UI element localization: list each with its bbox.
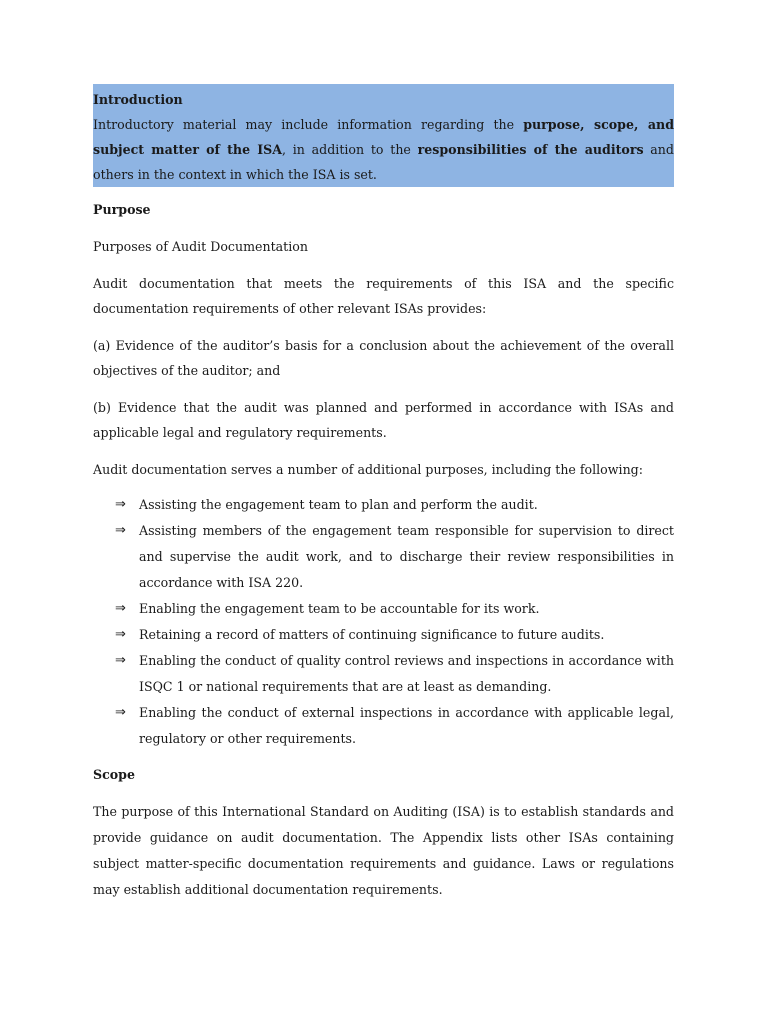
intro-text-1: Introductory material may include information regarding the (93, 117, 524, 132)
purposes-list (93, 492, 674, 752)
scope-paragraph: The purpose of this International Standard on Auditing (ISA) is to establish standards and provide guidance on audit documentation. The Appendix lists other ISAs containing subject matter-specific documentation requirements and guidance. Laws or regulations may establish additional documentation requirements. (93, 804, 674, 897)
list-item (93, 518, 674, 596)
intro-text-2: , in addition to the (282, 142, 418, 157)
purpose-heading: Purpose (93, 202, 151, 217)
purpose-paragraph-a: (a) Evidence of the auditor’s basis for a conclusion about the achievement of the overall objectives of the auditor; and (93, 338, 674, 378)
double-arrow-icon: ⇒ (115, 653, 126, 668)
list-item (93, 622, 674, 648)
list-item-text: Assisting members of the engagement team responsible for supervision to direct and supervise the audit work, and to discharge their review responsibilities in accordance with ISA 220. (139, 523, 674, 590)
double-arrow-icon: ⇒ (115, 497, 126, 512)
intro-bold-2: responsibilities of the auditors (417, 142, 644, 157)
intro-text-3: and others in the context in which the ISA is set. (93, 142, 674, 182)
scope-heading: Scope (93, 767, 135, 782)
list-item (93, 700, 674, 752)
list-item-text: Enabling the conduct of external inspections in accordance with applicable legal, regulatory or other requirements. (139, 705, 674, 746)
double-arrow-icon: ⇒ (115, 705, 126, 720)
document-body (93, 84, 674, 903)
introduction-highlight-block (93, 84, 674, 187)
list-item (93, 596, 674, 622)
list-item-text: Enabling the conduct of quality control reviews and inspections in accordance with ISQC 1 or national requirements that are at least as demanding. (139, 653, 674, 694)
list-item (93, 648, 674, 700)
purpose-paragraph-1: Audit documentation that meets the requirements of this ISA and the specific documentation requirements of other relevant ISAs provides: (93, 276, 674, 316)
list-item-text: Enabling the engagement team to be accountable for its work. (139, 601, 540, 616)
list-item (93, 492, 674, 518)
purpose-paragraph-2: Audit documentation serves a number of additional purposes, including the following: (93, 462, 643, 477)
introduction-paragraph (93, 112, 674, 187)
purpose-subheading: Purposes of Audit Documentation (93, 239, 308, 254)
double-arrow-icon: ⇒ (115, 601, 126, 616)
double-arrow-icon: ⇒ (115, 523, 126, 538)
purpose-paragraph-b: (b) Evidence that the audit was planned and performed in accordance with ISAs and applicable legal and regulatory requirements. (93, 400, 674, 440)
double-arrow-icon: ⇒ (115, 627, 126, 642)
list-item-text: Assisting the engagement team to plan and perform the audit. (139, 497, 538, 512)
list-item-text: Retaining a record of matters of continuing significance to future audits. (139, 627, 605, 642)
introduction-heading: Introduction (93, 92, 183, 107)
intro-bold-1: purpose, scope, and subject matter of the ISA (93, 117, 674, 157)
